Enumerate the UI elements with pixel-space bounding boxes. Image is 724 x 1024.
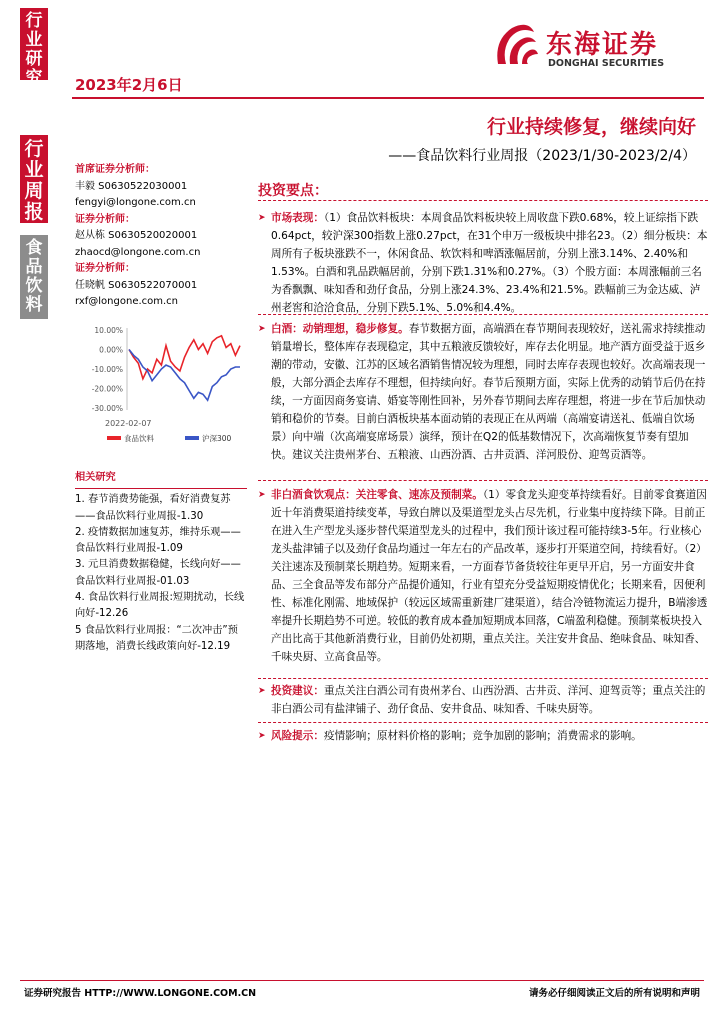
investment-advice-paragraph: ➤ 投资建议：重点关注白酒公司有贵州茅台、山西汾酒、古井贡、洋河、迎驾贡等；重点关注的非白酒公司有盐津铺子、劲仔食品、安井食品、味知香、千味央厨等。 (258, 682, 708, 718)
bullet-icon: ➤ (258, 213, 266, 223)
report-series-tag: 行业周报 (20, 135, 48, 223)
analyst-email: rxf@longone.com.cn (75, 296, 179, 307)
y-tick-label: -20.00% (91, 384, 123, 394)
header-rule (72, 97, 704, 99)
legend-label: 沪深300 (202, 434, 232, 443)
y-tick-label: 10.00% (94, 326, 123, 335)
market-performance-paragraph: ➤ 市场表现：（1）食品饮料板块：本周食品饮料板块较上周收盘下跌0.68%，较上证综指下跌0.64pct，较沪深300指数上涨0.27pct，在31个申万一级板块中排名23。（2）细分板块：本周所有子板块涨跌不一，休闲食品、软饮料和啤酒涨幅居前，分别上涨3.14%、2.40%和1.53%。白酒和乳品跌幅居前，分别下跌1.31%和0.27%。（3）个股方面：本周涨幅前三名为香飘飘、味知香和劲仔食品，分别上涨24.3%、23.4%和21.5%。跌幅前三为金达威、泸州老窖和洽洽食品，分别下跌5.1%、5.0%和4.4%。 (258, 209, 708, 317)
section-divider (258, 200, 708, 201)
performance-chart (75, 318, 245, 453)
footer-rule (20, 980, 704, 981)
risk-paragraph: ➤ 风险提示：疫情影响；原材料价格的影响；竞争加剧的影响；消费需求的影响。 (258, 727, 708, 745)
analyst-label: 证券分析师： (75, 263, 135, 274)
non-baijiu-paragraph: ➤ 非白酒食饮观点：关注零食、速冻及预制菜。（1）零食龙头迎变革持续看好。目前零食赛道因近十年消费渠道持续变革，导致白牌以及渠道型龙头占尽先机，行业集中度持续下降。目前正在进入生产型龙头逐步替代渠道型龙头的过程中，我们预计该过程可能持续3-5年。行业核心龙头盐津铺子以及劲仔食品均通过一年左右的产品改革，逐步打开渠道空间，持续看好。（2）关注速冻及预制菜长期趋势。短期来看，一方面春节备货较往年更早开启，另一方面安井食品、三全食品等发布部分产品提价通知，行业有望充分受益短期疫情优化；长期来看，因便利性、标准化刚需、地域保护（较远区域需重新建厂建渠道），结合冷链物流运力提升，B端渗透率提升长期趋势不可逆。较低的教育成本叠加短期成本回落，C端盈利稳健。预制菜板块投入产出比高于其他新消费行业，目前仍处初期，重点关注。关注安井食品、绝味食品、味知香、千味央厨、立高食品等。 (258, 486, 708, 666)
chief-analyst-email: fengyi@longone.com.cn (75, 197, 196, 208)
legend-swatch (185, 436, 199, 440)
section-divider (258, 678, 708, 679)
sector-tag: 食品饮料 (20, 235, 48, 319)
key-points-heading: 投资要点： (258, 183, 328, 199)
y-tick-label: -10.00% (91, 365, 123, 374)
analyst-email: zhaocd@longone.com.cn (75, 246, 201, 258)
analyst-name: 赵从栋 S0630520020001 (75, 230, 198, 241)
report-subtitle: ——食品饮料行业周报（2023/1/30-2023/2/4） (388, 148, 696, 164)
legend-label: 食品饮料 (124, 434, 154, 443)
chief-analyst-name: 丰毅 S0630522030001 (75, 180, 188, 192)
legend-swatch (107, 436, 121, 440)
report-date: 2023年2月6日 (75, 76, 183, 94)
footer-website[interactable]: 证券研究报告 HTTP://WWW.LONGONE.COM.CN (24, 988, 257, 999)
report-title: 行业持续修复，继续向好 (486, 116, 696, 138)
bullet-icon: ➤ (258, 731, 266, 741)
related-item[interactable]: 5 食品饮料行业周报：“二次冲击”预期落地，消费长线政策向好-12.19 (75, 624, 238, 652)
related-item[interactable]: 1. 春节消费势能强，看好消费复苏——食品饮料行业周报-1.30 (75, 494, 231, 522)
section-divider (258, 722, 708, 723)
x-tick-label: 2022-02-07 (105, 419, 152, 428)
section-divider (258, 480, 708, 481)
analyst-name: 任晓帆 S0630522070001 (75, 279, 198, 291)
related-item[interactable]: 4. 食品饮料行业周报:短期扰动，长线向好-12.26 (75, 592, 245, 620)
logo-en: DONGHAI SECURITIES (548, 58, 665, 69)
related-heading: 相关研究 (75, 472, 116, 483)
baijiu-paragraph: ➤ 白酒：动销理想，稳步修复。春节数据方面，高端酒在春节期间表现较好，送礼需求持续推动销量增长，整体库存表现稳定，其中五粮液反馈较好，库存去化明显。地产酒方面受益于返乡潮的带动，安徽、江苏的区域名酒销售情况较为理想，同时去库存表现也较好。次高端表现一般，大部分酒企去库存不理想，但持续向好。春节后预期方面，实际上优秀的动销节后仍在持续，一方面因商务宴请、婚宴等刚性回补，另外春节期间去库存理想，将进一步在节后加快动销和稳价的节奏。目前白酒板块基本面动销的表现正在从两端（高端宴请送礼、低端自饮场景）向中端（次高端宴席场景）演绎，预计在Q2的低基数情况下，次高端恢复节奏有望加快。建议关注贵州茅台、五粮液、山西汾酒、古井贡酒、洋河股份、迎驾贡酒等。 (258, 320, 708, 464)
related-research (75, 470, 247, 655)
related-divider (75, 488, 247, 489)
analyst-block (75, 162, 245, 311)
y-tick-label: 0.00% (99, 345, 123, 355)
bullet-icon: ➤ (258, 490, 266, 500)
company-logo (492, 18, 692, 76)
logo-cn: 东海证券 (546, 30, 659, 60)
related-item[interactable]: 2. 疫情数据加速复苏，维持乐观——食品饮料行业周报-1.09 (75, 526, 241, 555)
footer-disclaimer: 请务必仔细阅读正文后的所有说明和声明 (528, 988, 700, 999)
section-divider (258, 314, 708, 315)
logo-emblem-icon (492, 20, 540, 72)
related-item[interactable]: 3. 元旦消费数据稳健，长线向好——食品饮料行业周报-01.03 (75, 559, 241, 587)
bullet-icon: ➤ (258, 686, 266, 696)
analyst-label: 证券分析师： (75, 213, 135, 225)
chief-analyst-label: 首席证券分析师： (75, 164, 155, 175)
bullet-icon: ➤ (258, 324, 266, 334)
y-tick-label: -30.00% (91, 404, 123, 413)
series-line (129, 336, 240, 379)
report-type-tag: 行业研究 (20, 8, 48, 80)
